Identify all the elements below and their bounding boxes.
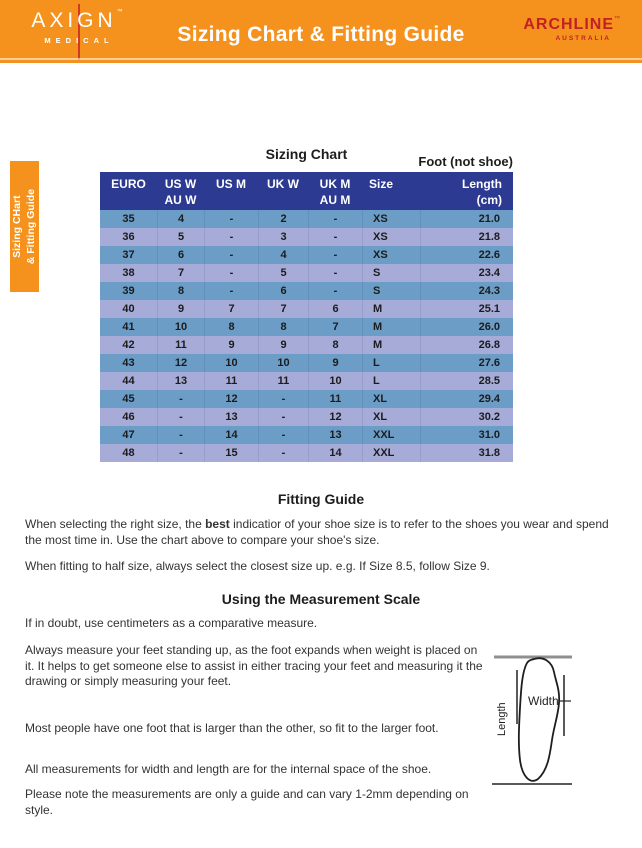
sizing-table-header <box>100 172 513 210</box>
table-cell: - <box>308 228 362 246</box>
table-cell: 31.8 <box>420 444 513 462</box>
table-row <box>100 318 513 336</box>
table-cell: - <box>308 246 362 264</box>
table-cell: - <box>157 408 204 426</box>
table-cell: - <box>258 390 308 408</box>
table-cell: 24.3 <box>420 282 513 300</box>
table-cell: 41 <box>122 321 135 333</box>
table-cell: 2 <box>258 210 308 228</box>
column-header: US W AU W <box>164 177 197 207</box>
table-cell: XL <box>362 408 420 426</box>
table-cell: 42 <box>122 339 135 351</box>
table-cell: 7 <box>308 318 362 336</box>
table-cell: 10 <box>258 354 308 372</box>
table-cell: - <box>157 444 204 462</box>
table-cell: 8 <box>157 282 204 300</box>
foot-outline <box>519 658 559 781</box>
foot-measurement-diagram <box>492 648 642 796</box>
table-cell: 45 <box>122 393 135 405</box>
table-cell: 8 <box>308 336 362 354</box>
header-highlight-line <box>0 58 642 60</box>
table-cell: 7 <box>204 300 258 318</box>
axign-logo-name <box>24 9 134 33</box>
table-cell: 47 <box>122 429 135 441</box>
sizing-table-body <box>100 210 513 462</box>
table-cell: 21.0 <box>420 210 513 228</box>
table-cell: - <box>204 264 258 282</box>
table-cell: 44 <box>122 375 135 387</box>
table-cell: 15 <box>204 444 258 462</box>
column-header: UK W <box>267 177 299 191</box>
table-cell: 22.6 <box>420 246 513 264</box>
table-cell: 8 <box>258 318 308 336</box>
table-cell: 37 <box>122 249 135 261</box>
sizing-table <box>100 172 513 462</box>
table-cell: 12 <box>157 354 204 372</box>
table-row <box>100 426 513 444</box>
axign-trademark: ™ <box>116 9 127 15</box>
table-cell: S <box>362 282 420 300</box>
measure-para1: If in doubt, use centimeters as a comparative measure. <box>25 616 318 630</box>
table-cell: 10 <box>308 372 362 390</box>
table-cell: M <box>362 300 420 318</box>
table-cell: - <box>157 390 204 408</box>
table-cell: - <box>258 444 308 462</box>
table-row <box>100 300 513 318</box>
table-cell: 11 <box>308 390 362 408</box>
archline-trademark: ™ <box>614 16 620 22</box>
table-cell: 4 <box>157 210 204 228</box>
table-cell: - <box>308 282 362 300</box>
side-tab <box>10 161 39 292</box>
page-title: Sizing Chart & Fitting Guide <box>177 23 465 46</box>
table-cell: 30.2 <box>420 408 513 426</box>
table-cell: 13 <box>204 408 258 426</box>
table-cell: 13 <box>157 372 204 390</box>
table-cell: XS <box>362 228 420 246</box>
archline-logo-sub: AUSTRALIA <box>555 35 611 42</box>
para1-text-before: When selecting the right size, the <box>25 517 206 531</box>
table-cell: 6 <box>258 282 308 300</box>
table-cell: 21.8 <box>420 228 513 246</box>
table-cell: 29.4 <box>420 390 513 408</box>
table-cell: 9 <box>204 336 258 354</box>
fitting-guide-heading: Fitting Guide <box>277 491 365 507</box>
table-cell: 36 <box>122 231 135 243</box>
width-label: Width <box>528 694 559 708</box>
table-row <box>100 282 513 300</box>
table-cell: 11 <box>204 372 258 390</box>
table-cell: 10 <box>157 318 204 336</box>
table-cell: M <box>362 318 420 336</box>
table-cell: L <box>362 372 420 390</box>
table-cell: 25.1 <box>420 300 513 318</box>
table-cell: S <box>362 264 420 282</box>
column-header: EURO <box>111 177 146 191</box>
table-cell: 6 <box>157 246 204 264</box>
table-cell: M <box>362 336 420 354</box>
length-label: Length <box>496 702 508 736</box>
table-cell: XL <box>362 390 420 408</box>
measure-para4: All measurements for width and length are for the internal space of the shoe. <box>25 762 432 776</box>
axign-wordmark: AXIGN <box>31 9 117 32</box>
measure-para5: Please note the measurements are only a guide and can vary 1-2mm depending on style. <box>25 787 469 817</box>
table-cell: 46 <box>122 411 135 423</box>
table-cell: 3 <box>258 228 308 246</box>
column-header: Size <box>369 177 394 191</box>
table-cell: 48 <box>122 447 135 459</box>
table-cell: 27.6 <box>420 354 513 372</box>
measure-para3: Most people have one foot that is larger than the other, so fit to the larger foot. <box>25 721 439 735</box>
archline-logo <box>523 16 620 42</box>
column-header: Length (cm) <box>462 177 502 207</box>
side-tab-label <box>11 189 38 264</box>
table-cell: - <box>204 210 258 228</box>
table-cell: - <box>157 426 204 444</box>
table-cell: XXL <box>362 426 420 444</box>
table-cell: - <box>258 408 308 426</box>
table-row <box>100 210 513 228</box>
table-cell: 35 <box>122 213 135 225</box>
table-cell: 9 <box>308 354 362 372</box>
table-cell: 26.0 <box>420 318 513 336</box>
header-band <box>0 0 642 63</box>
para1-text-after: indicatior of your shoe size is to refer to the shoes you wear and spend the most time in. Use the chart above to compare your shoe's size. <box>25 517 609 547</box>
table-cell: - <box>204 228 258 246</box>
sizing-chart-title: Sizing Chart <box>265 146 348 162</box>
table-cell: 40 <box>122 303 135 315</box>
table-row <box>100 408 513 426</box>
table-cell: 11 <box>157 336 204 354</box>
column-header: US M <box>216 177 246 191</box>
table-cell: 26.8 <box>420 336 513 354</box>
foot-not-shoe-note: Foot (not shoe) <box>418 154 513 169</box>
para1-bold-word: best <box>205 517 230 531</box>
table-cell: - <box>258 426 308 444</box>
table-cell: 9 <box>258 336 308 354</box>
side-tab-line1: Sizing CHart <box>10 195 23 258</box>
table-cell: L <box>362 354 420 372</box>
measurement-scale-heading: Using the Measurement Scale <box>221 591 421 607</box>
table-cell: - <box>308 210 362 228</box>
table-cell: - <box>204 246 258 264</box>
table-cell: - <box>308 264 362 282</box>
table-cell: 9 <box>157 300 204 318</box>
table-row <box>100 444 513 462</box>
table-cell: 4 <box>258 246 308 264</box>
table-row <box>100 336 513 354</box>
fitting-guide-para1 <box>25 517 625 548</box>
table-cell: 38 <box>122 267 135 279</box>
table-cell: XS <box>362 210 420 228</box>
table-row <box>100 390 513 408</box>
table-row <box>100 228 513 246</box>
table-cell: 31.0 <box>420 426 513 444</box>
table-cell: 5 <box>258 264 308 282</box>
fitting-guide-para2: When fitting to half size, always select the closest size up. e.g. If Size 8.5, follow Size 9. <box>25 559 490 573</box>
table-cell: 8 <box>204 318 258 336</box>
table-cell: 43 <box>122 357 135 369</box>
table-row <box>100 246 513 264</box>
table-cell: 28.5 <box>420 372 513 390</box>
table-cell: XS <box>362 246 420 264</box>
table-row <box>100 264 513 282</box>
table-row <box>100 372 513 390</box>
side-tab-line2: & Fitting Guide <box>24 188 37 265</box>
table-cell: 12 <box>308 408 362 426</box>
column-header: UK M AU M <box>319 177 351 207</box>
table-cell: - <box>204 282 258 300</box>
measure-para2: Always measure your feet standing up, as the foot expands when weight is placed on it. It helps to get someone else to assist in either tracing your feet and measuring it the drawing or simply measuring your feet. <box>25 643 483 688</box>
table-cell: 39 <box>122 285 135 297</box>
table-cell: 14 <box>204 426 258 444</box>
table-cell: 6 <box>308 300 362 318</box>
archline-logo-name <box>523 16 620 34</box>
table-cell: 7 <box>157 264 204 282</box>
axign-logo <box>24 9 134 45</box>
table-cell: 13 <box>308 426 362 444</box>
table-cell: 23.4 <box>420 264 513 282</box>
archline-wordmark: ARCHLINE <box>523 16 614 33</box>
table-cell: 5 <box>157 228 204 246</box>
table-cell: 14 <box>308 444 362 462</box>
table-cell: 10 <box>204 354 258 372</box>
table-cell: 11 <box>258 372 308 390</box>
table-cell: 12 <box>204 390 258 408</box>
axign-logo-sub: MEDICAL <box>44 36 114 45</box>
table-cell: XXL <box>362 444 420 462</box>
table-row <box>100 354 513 372</box>
table-cell: 7 <box>258 300 308 318</box>
